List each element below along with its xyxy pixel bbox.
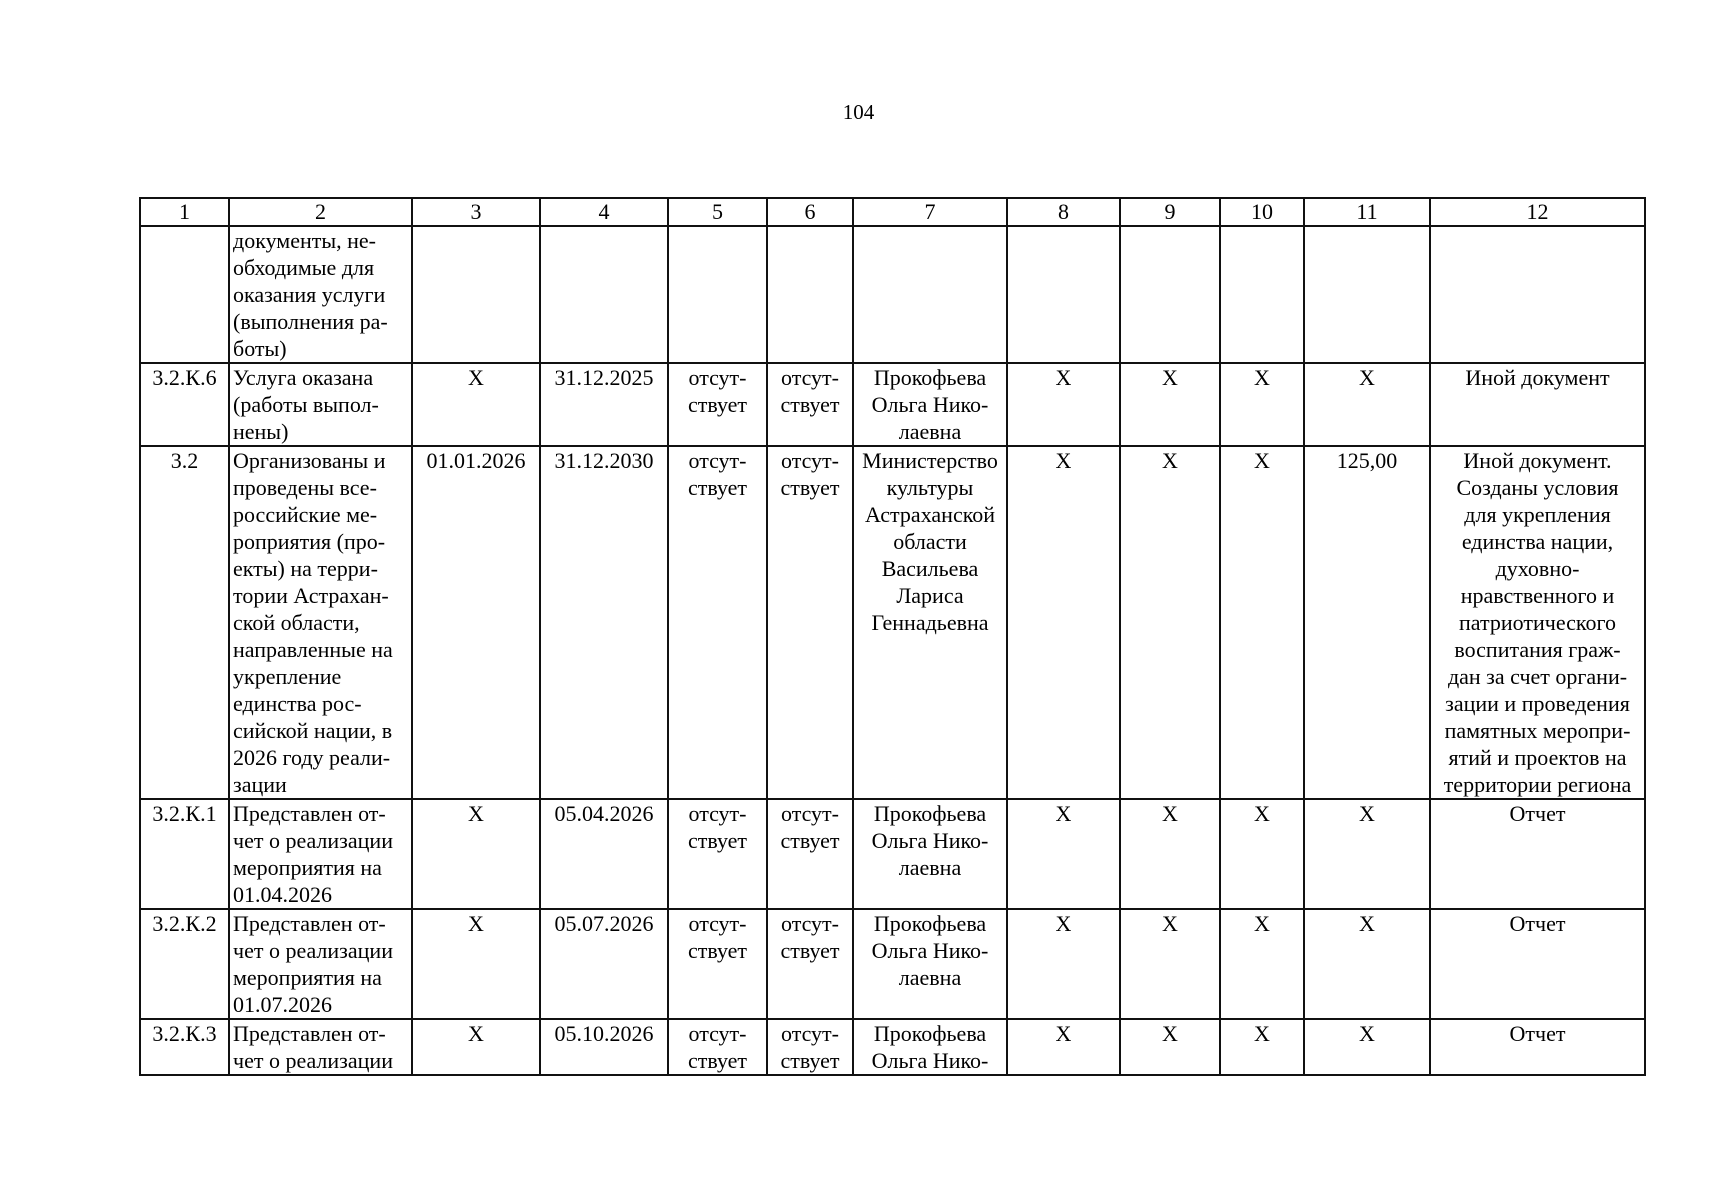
- cell-text-line: нены): [233, 419, 289, 444]
- col6-cell: [767, 909, 853, 1019]
- cell-text-line: Прокофьева: [873, 911, 987, 936]
- cell-text-line: ствует: [687, 828, 748, 853]
- col5-cell: [668, 1019, 767, 1075]
- cell-text-line: единства рос-: [233, 691, 362, 716]
- col9-cell: [1120, 226, 1220, 363]
- cell-text-line: чет о реализации: [233, 938, 393, 963]
- cell-text-line: Представлен от-: [233, 801, 386, 826]
- cell-text-line: Ольга Нико-: [871, 828, 989, 853]
- cell-text-line: ствует: [687, 392, 748, 417]
- cell-text-line: отсут-: [780, 365, 839, 390]
- cell-text-line: единства нации,: [1461, 529, 1614, 554]
- cell-text-line: Ольга Нико-: [871, 1048, 989, 1073]
- col11-cell: Х: [1304, 909, 1430, 1019]
- cell-text-line: чет о реализации: [233, 1048, 393, 1073]
- result-name-cell: [229, 909, 412, 1019]
- cell-text-line: Прокофьева: [873, 365, 987, 390]
- col5-cell: [668, 909, 767, 1019]
- cell-text-line: оказания услуги: [233, 282, 386, 307]
- col10-cell: Х: [1220, 446, 1304, 799]
- cell-text-line: ствует: [687, 1048, 748, 1073]
- cell-text-line: Лариса: [896, 583, 964, 608]
- responsible-cell: [853, 1019, 1007, 1075]
- col6-cell: [767, 226, 853, 363]
- column-header: 4: [540, 198, 668, 226]
- cell-text-line: воспитания граж-: [1454, 637, 1621, 662]
- col5-cell: [668, 226, 767, 363]
- document-cell: [1430, 909, 1645, 1019]
- column-header: 6: [767, 198, 853, 226]
- cell-text-line: документы, не-: [233, 228, 376, 253]
- cell-text-line: Представлен от-: [233, 1021, 386, 1046]
- cell-text-line: мероприятия на: [233, 965, 382, 990]
- cell-text-line: Созданы условия: [1456, 475, 1619, 500]
- header-row: [140, 198, 1645, 226]
- col11-cell: [1304, 226, 1430, 363]
- column-header: 8: [1007, 198, 1120, 226]
- cell-text-line: роприятия (про-: [233, 529, 386, 554]
- table-row: [140, 799, 1645, 909]
- table-row: [140, 1019, 1645, 1075]
- cell-text-line: лаевна: [898, 965, 962, 990]
- end-date-cell: 05.04.2026: [540, 799, 668, 909]
- cell-text-line: ской области,: [233, 610, 360, 635]
- responsible-cell: [853, 226, 1007, 363]
- start-date-cell: Х: [412, 799, 540, 909]
- col6-cell: [767, 446, 853, 799]
- col10-cell: [1220, 226, 1304, 363]
- col8-cell: [1007, 226, 1120, 363]
- cell-text-line: направленные на: [233, 637, 393, 662]
- cell-text-line: отсут-: [780, 801, 839, 826]
- col9-cell: Х: [1120, 909, 1220, 1019]
- cell-text-line: дан за счет органи-: [1447, 664, 1628, 689]
- cell-text-line: ствует: [780, 1048, 840, 1073]
- start-date-cell: 01.01.2026: [412, 446, 540, 799]
- end-date-cell: 31.12.2025: [540, 363, 668, 446]
- responsible-cell: [853, 799, 1007, 909]
- end-date-cell: [540, 226, 668, 363]
- cell-text-line: Отчет: [1509, 1021, 1566, 1046]
- cell-text-line: ятий и проектов на: [1448, 745, 1627, 770]
- cell-text-line: укрепление: [233, 664, 342, 689]
- responsible-cell: [853, 446, 1007, 799]
- cell-text-line: сийской нации, в: [233, 718, 393, 743]
- cell-text-line: Министерство: [862, 448, 998, 473]
- col10-cell: Х: [1220, 1019, 1304, 1075]
- col9-cell: Х: [1120, 799, 1220, 909]
- cell-text-line: Геннадьевна: [871, 610, 989, 635]
- col8-cell: Х: [1007, 909, 1120, 1019]
- column-header: 3: [412, 198, 540, 226]
- document-cell: [1430, 446, 1645, 799]
- end-date-cell: 05.07.2026: [540, 909, 668, 1019]
- result-name-cell: [229, 446, 412, 799]
- cell-text-line: духовно-: [1495, 556, 1580, 581]
- cell-text-line: ствует: [687, 938, 748, 963]
- cell-text-line: патриотического: [1459, 610, 1616, 635]
- col9-cell: Х: [1120, 446, 1220, 799]
- cell-text-line: лаевна: [898, 419, 962, 444]
- cell-text-line: 2026 году реали-: [233, 745, 391, 770]
- cell-text-line: отсут-: [688, 365, 747, 390]
- cell-text-line: ствует: [780, 938, 840, 963]
- table-row: [140, 226, 1645, 363]
- cell-text-line: российские ме-: [233, 502, 378, 527]
- cell-text-line: Прокофьева: [873, 1021, 987, 1046]
- col11-cell: Х: [1304, 1019, 1430, 1075]
- col8-cell: Х: [1007, 799, 1120, 909]
- col8-cell: Х: [1007, 363, 1120, 446]
- result-name-cell: [229, 799, 412, 909]
- start-date-cell: Х: [412, 363, 540, 446]
- cell-text-line: отсут-: [780, 911, 839, 936]
- cell-text-line: Иной документ.: [1463, 448, 1612, 473]
- cell-text-line: чет о реализации: [233, 828, 393, 853]
- cell-text-line: Васильева: [881, 556, 979, 581]
- data-table: [139, 197, 1646, 1076]
- col10-cell: Х: [1220, 799, 1304, 909]
- cell-text-line: Отчет: [1509, 801, 1566, 826]
- column-header: 5: [668, 198, 767, 226]
- cell-text-line: территории региона: [1443, 772, 1632, 797]
- cell-text-line: боты): [233, 336, 287, 361]
- cell-text-line: Представлен от-: [233, 911, 386, 936]
- cell-text-line: Астраханской: [864, 502, 996, 527]
- col8-cell: Х: [1007, 446, 1120, 799]
- cell-text-line: ствует: [780, 828, 840, 853]
- table-row: [140, 446, 1645, 799]
- col11-cell: Х: [1304, 363, 1430, 446]
- cell-text-line: екты) на терри-: [233, 556, 378, 581]
- row-code-cell: 3.2.К.3: [140, 1019, 229, 1075]
- table-row: [140, 363, 1645, 446]
- document-cell: [1430, 226, 1645, 363]
- document-cell: [1430, 363, 1645, 446]
- col11-cell: Х: [1304, 799, 1430, 909]
- cell-text-line: Ольга Нико-: [871, 392, 989, 417]
- cell-text-line: проведены все-: [233, 475, 377, 500]
- responsible-cell: [853, 363, 1007, 446]
- col5-cell: [668, 363, 767, 446]
- cell-text-line: отсут-: [688, 448, 747, 473]
- column-header: 7: [853, 198, 1007, 226]
- col8-cell: Х: [1007, 1019, 1120, 1075]
- table-row: [140, 909, 1645, 1019]
- cell-text-line: памятных меропри-: [1444, 718, 1631, 743]
- start-date-cell: [412, 226, 540, 363]
- responsible-cell: [853, 909, 1007, 1019]
- cell-text-line: отсут-: [688, 801, 747, 826]
- result-name-cell: [229, 1019, 412, 1075]
- cell-text-line: Иной документ: [1465, 365, 1610, 390]
- col6-cell: [767, 799, 853, 909]
- column-header: 1: [140, 198, 229, 226]
- end-date-cell: 05.10.2026: [540, 1019, 668, 1075]
- cell-text-line: 01.07.2026: [233, 992, 332, 1017]
- page-number: 104: [842, 100, 875, 124]
- result-name-cell: [229, 226, 412, 363]
- start-date-cell: Х: [412, 909, 540, 1019]
- column-header: 10: [1220, 198, 1304, 226]
- cell-text-line: зации и проведения: [1445, 691, 1630, 716]
- cell-text-line: лаевна: [898, 855, 962, 880]
- document-cell: [1430, 1019, 1645, 1075]
- result-name-cell: [229, 363, 412, 446]
- row-code-cell: 3.2: [140, 446, 229, 799]
- cell-text-line: Отчет: [1509, 911, 1566, 936]
- cell-text-line: (выполнения ра-: [233, 309, 388, 334]
- cell-text-line: Организованы и: [233, 448, 386, 473]
- col9-cell: Х: [1120, 1019, 1220, 1075]
- cell-text-line: отсут-: [688, 911, 747, 936]
- col6-cell: [767, 1019, 853, 1075]
- document-cell: [1430, 799, 1645, 909]
- cell-text-line: тории Астрахан-: [233, 583, 389, 608]
- row-code-cell: 3.2.К.2: [140, 909, 229, 1019]
- cell-text-line: ствует: [780, 392, 840, 417]
- cell-text-line: отсут-: [780, 448, 839, 473]
- col5-cell: [668, 446, 767, 799]
- row-code-cell: 3.2.К.6: [140, 363, 229, 446]
- column-header: 12: [1430, 198, 1645, 226]
- col10-cell: Х: [1220, 363, 1304, 446]
- cell-text-line: нравственного и: [1460, 583, 1615, 608]
- col10-cell: Х: [1220, 909, 1304, 1019]
- cell-text-line: мероприятия на: [233, 855, 382, 880]
- cell-text-line: Прокофьева: [873, 801, 987, 826]
- end-date-cell: 31.12.2030: [540, 446, 668, 799]
- cell-text-line: ствует: [687, 475, 748, 500]
- column-header: 9: [1120, 198, 1220, 226]
- start-date-cell: Х: [412, 1019, 540, 1075]
- cell-text-line: культуры: [886, 475, 974, 500]
- row-code-cell: 3.2.К.1: [140, 799, 229, 909]
- column-header: 11: [1304, 198, 1430, 226]
- col5-cell: [668, 799, 767, 909]
- column-header: 2: [229, 198, 412, 226]
- cell-text-line: Услуга оказана: [233, 365, 374, 390]
- row-code-cell: [140, 226, 229, 363]
- cell-text-line: 01.04.2026: [233, 882, 332, 907]
- col9-cell: Х: [1120, 363, 1220, 446]
- cell-text-line: Ольга Нико-: [871, 938, 989, 963]
- cell-text-line: для укрепления: [1464, 502, 1611, 527]
- cell-text-line: отсут-: [688, 1021, 747, 1046]
- cell-text-line: зации: [233, 772, 287, 797]
- cell-text-line: обходимые для: [233, 255, 375, 280]
- cell-text-line: ствует: [780, 475, 840, 500]
- cell-text-line: отсут-: [780, 1021, 839, 1046]
- cell-text-line: области: [893, 529, 967, 554]
- col6-cell: [767, 363, 853, 446]
- col11-cell: 125,00: [1304, 446, 1430, 799]
- cell-text-line: (работы выпол-: [233, 392, 379, 417]
